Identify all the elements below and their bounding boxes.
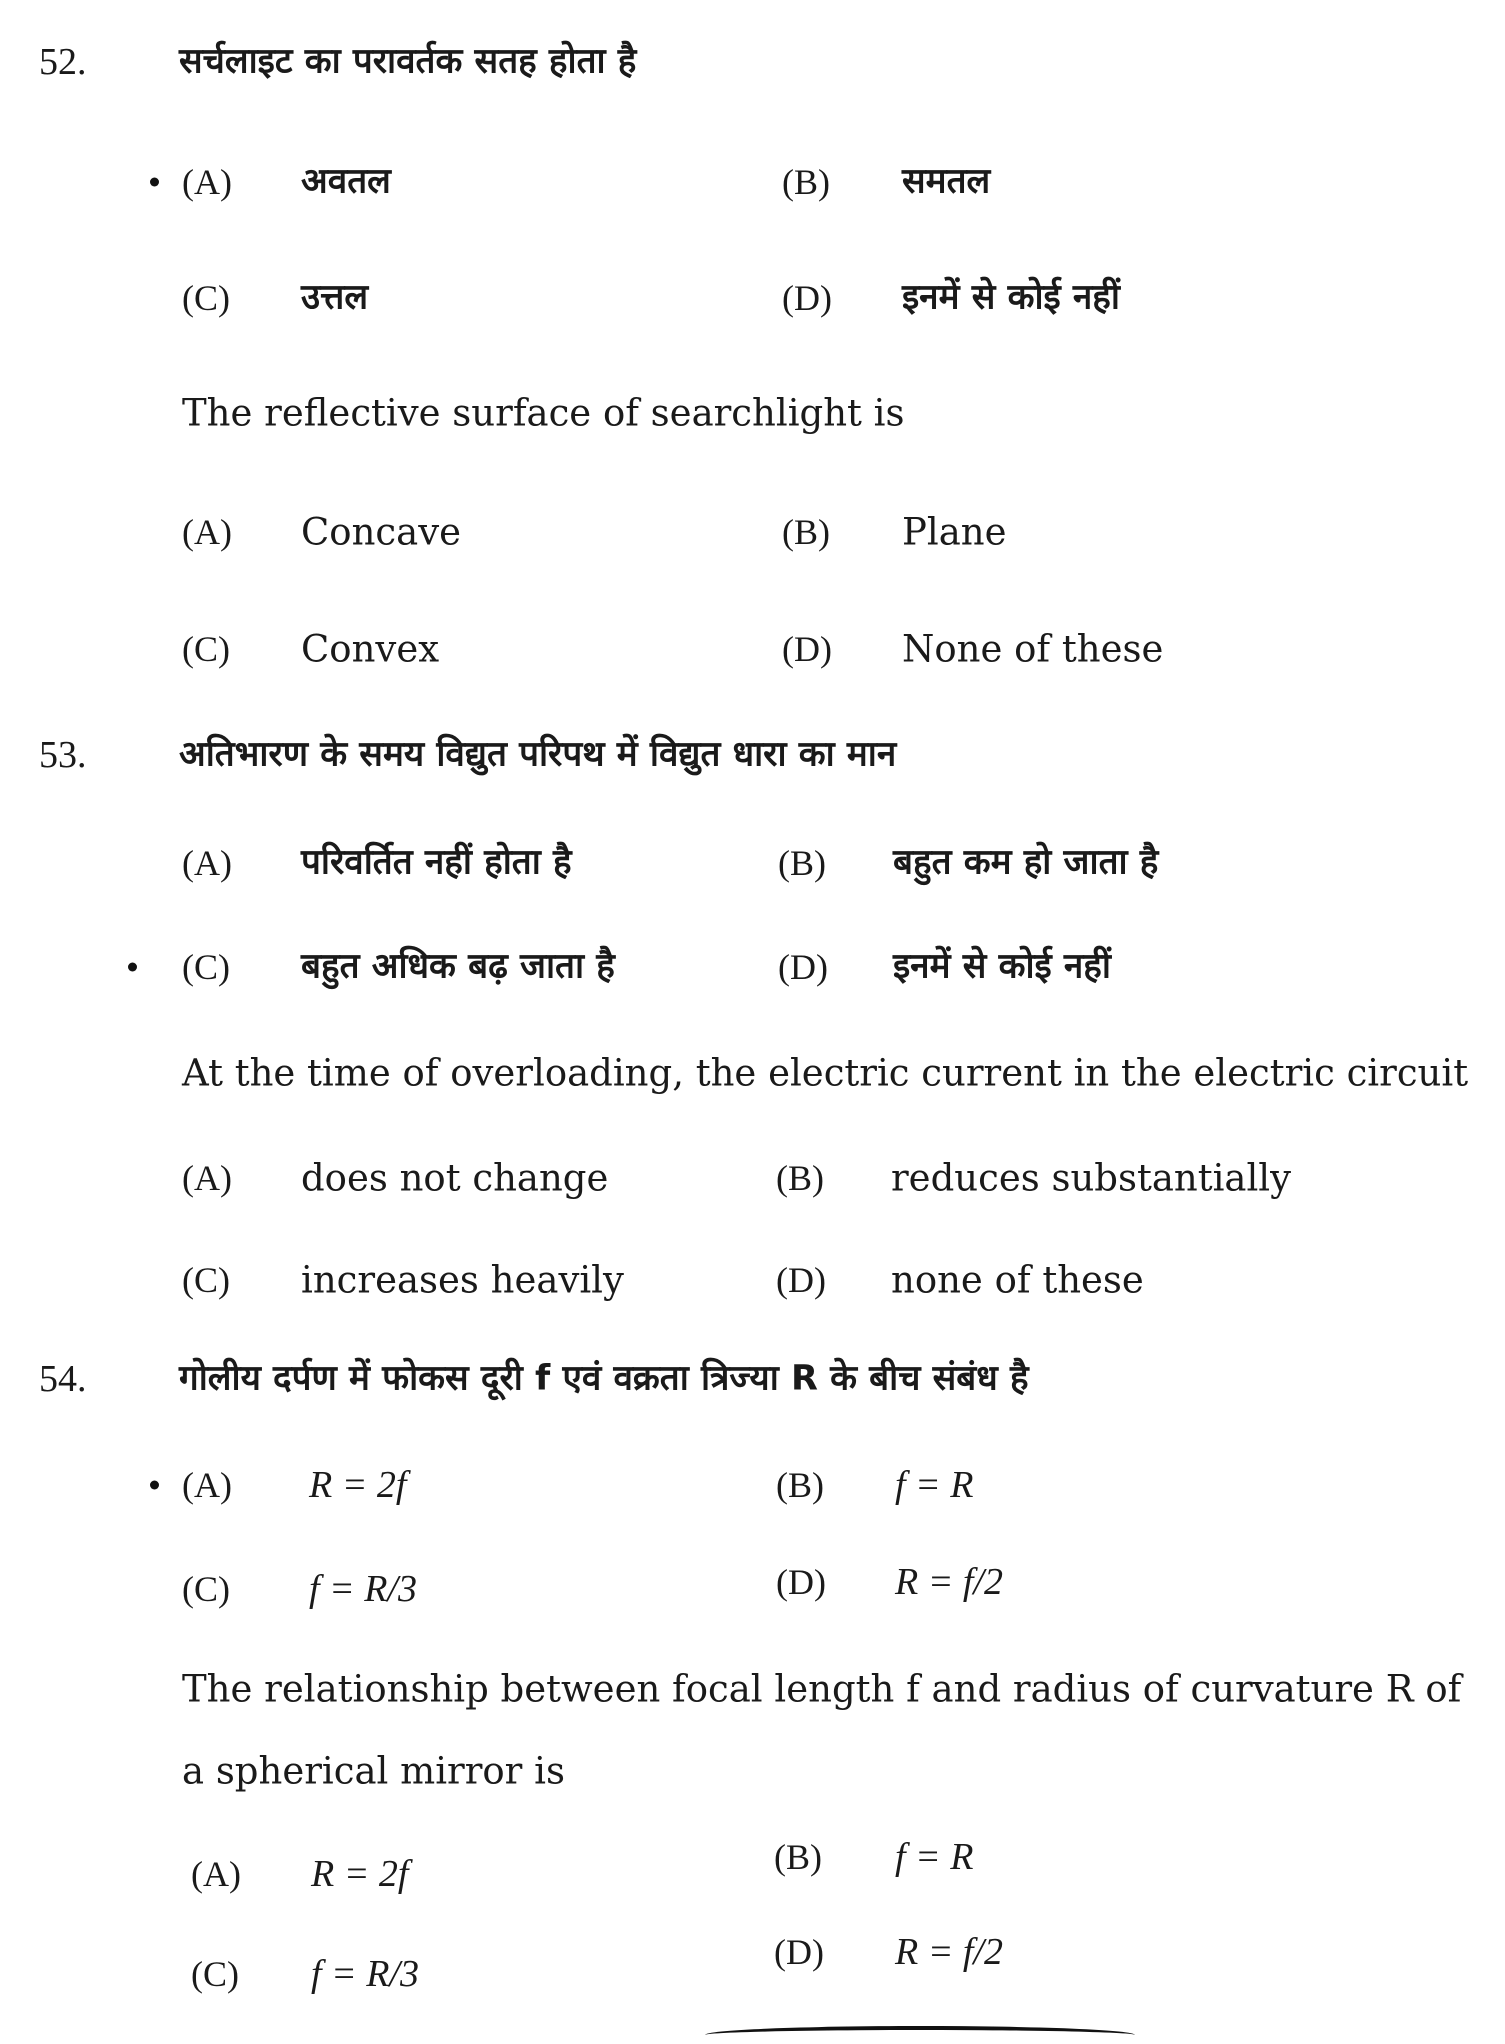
english-option-text: Convex bbox=[301, 627, 440, 671]
english-option-text: Concave bbox=[301, 510, 461, 554]
option-label: (B) bbox=[776, 1465, 824, 1505]
hindi-option-text: समतल bbox=[902, 161, 991, 202]
hindi-option-text: इनमें से कोई नहीं bbox=[893, 946, 1111, 987]
hindi-option-text: f = R bbox=[895, 1464, 974, 1506]
english-option-text: None of these bbox=[902, 627, 1164, 671]
option-label: (D) bbox=[774, 1932, 824, 1972]
option-label: (D) bbox=[776, 1562, 826, 1602]
hindi-option-text: R = f/2 bbox=[895, 1561, 1003, 1603]
option-label: (A) bbox=[182, 1465, 232, 1505]
question-number: 53. bbox=[39, 734, 87, 776]
hindi-question-text: सर्चलाइट का परावर्तक सतह होता है bbox=[179, 41, 637, 82]
option-label: (B) bbox=[782, 162, 830, 202]
hindi-question-text: अतिभारण के समय विद्युत परिपथ में विद्युत धारा का मान bbox=[179, 734, 897, 775]
hindi-option-text: परिवर्तित नहीं होता है bbox=[301, 842, 572, 883]
english-option-text: f = R bbox=[895, 1836, 974, 1878]
english-option-text: increases heavily bbox=[301, 1258, 624, 1302]
option-label: (D) bbox=[776, 1260, 826, 1300]
option-label: (D) bbox=[782, 278, 832, 318]
page-footer-mark bbox=[705, 2026, 1135, 2044]
hindi-option-text: f = R/3 bbox=[309, 1568, 417, 1610]
question-number: 52. bbox=[39, 41, 87, 83]
option-label: (B) bbox=[782, 512, 830, 552]
option-label: (C) bbox=[182, 629, 230, 669]
english-option-text: reduces substantially bbox=[891, 1156, 1292, 1200]
option-label: (D) bbox=[782, 629, 832, 669]
option-label: (B) bbox=[778, 843, 826, 883]
option-label: (D) bbox=[778, 947, 828, 987]
hindi-option-text: R = 2f bbox=[309, 1464, 407, 1506]
option-label: (A) bbox=[182, 843, 232, 883]
hindi-question-text: गोलीय दर्पण में फोकस दूरी f एवं वक्रता त्रिज्या R के बीच संबंध है bbox=[179, 1358, 1029, 1399]
option-label: (A) bbox=[182, 512, 232, 552]
hindi-option-text: अवतल bbox=[301, 161, 391, 202]
english-option-text: does not change bbox=[301, 1156, 609, 1200]
option-label: (C) bbox=[182, 278, 230, 318]
option-label: (C) bbox=[182, 947, 230, 987]
answer-mark-dot bbox=[128, 963, 137, 972]
english-option-text: none of these bbox=[891, 1258, 1144, 1302]
english-question-text: The reflective surface of searchlight is bbox=[182, 391, 905, 435]
english-option-text: Plane bbox=[902, 510, 1007, 554]
answer-mark-dot bbox=[150, 1481, 159, 1490]
english-option-text: R = 2f bbox=[311, 1853, 409, 1895]
option-label: (C) bbox=[182, 1569, 230, 1609]
option-label: (A) bbox=[191, 1854, 241, 1894]
hindi-option-text: इनमें से कोई नहीं bbox=[902, 277, 1120, 318]
hindi-option-text: बहुत अधिक बढ़ जाता है bbox=[301, 946, 615, 987]
english-option-text: R = f/2 bbox=[895, 1931, 1003, 1973]
option-label: (C) bbox=[182, 1260, 230, 1300]
option-label: (B) bbox=[774, 1837, 822, 1877]
option-label: (A) bbox=[182, 1158, 232, 1198]
question-number: 54. bbox=[39, 1358, 87, 1400]
english-question-text: At the time of overloading, the electric current in the electric circuit bbox=[182, 1051, 1469, 1095]
option-label: (A) bbox=[182, 162, 232, 202]
option-label: (B) bbox=[776, 1158, 824, 1198]
hindi-option-text: बहुत कम हो जाता है bbox=[893, 842, 1159, 883]
english-question-text: The relationship between focal length f and radius of curvature R of bbox=[182, 1667, 1462, 1711]
english-question-text: a spherical mirror is bbox=[182, 1749, 565, 1793]
hindi-option-text: उत्तल bbox=[301, 277, 369, 318]
answer-mark-dot bbox=[150, 178, 159, 187]
option-label: (C) bbox=[191, 1954, 239, 1994]
english-option-text: f = R/3 bbox=[311, 1953, 419, 1995]
